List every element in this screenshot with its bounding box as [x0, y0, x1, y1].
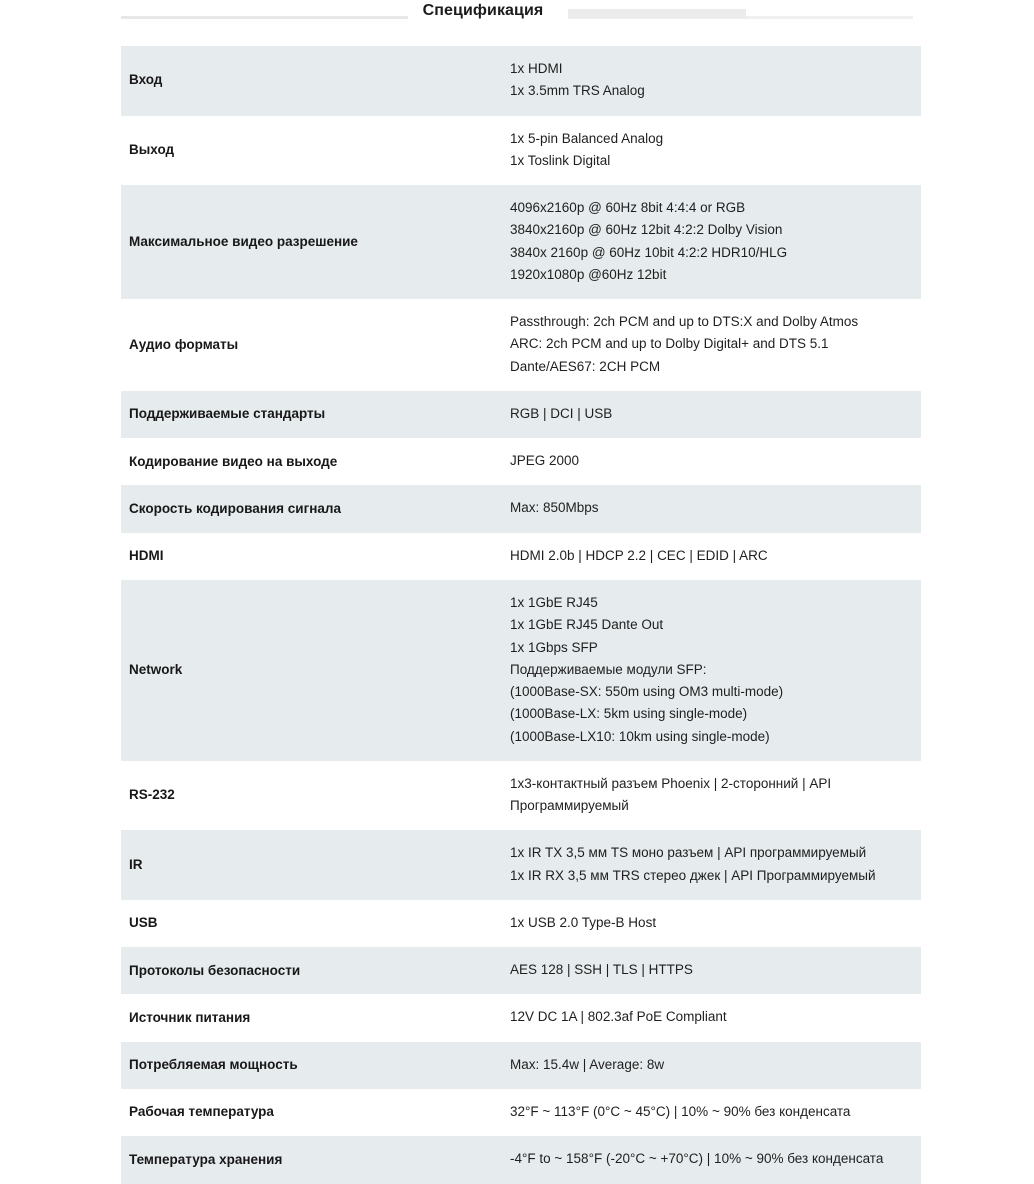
- spec-value-line: Max: 15.4w | Average: 8w: [510, 1056, 665, 1072]
- spec-label: Поддерживаемые стандарты: [129, 406, 326, 422]
- specification-table-body: [121, 46, 921, 1184]
- spec-label: Рабочая температура: [129, 1104, 274, 1120]
- spec-value-line: 1x Toslink Digital: [510, 152, 611, 168]
- spec-value-line: HDMI 2.0b | HDCP 2.2 | CEC | EDID | ARC: [510, 547, 768, 563]
- spec-label: Выход: [129, 142, 175, 158]
- spec-value: [510, 580, 921, 761]
- header-rule-left: [121, 16, 408, 19]
- spec-label: Network: [129, 662, 183, 678]
- table-row: [121, 761, 921, 831]
- spec-label: Источник питания: [129, 1009, 251, 1025]
- spec-label: Потребляемая мощность: [129, 1057, 298, 1073]
- table-row: [121, 299, 921, 391]
- spec-value-line: ARC: 2ch PCM and up to Dolby Digital+ and DTS 5.1: [510, 336, 829, 352]
- spec-value-line: 1x USB 2.0 Type-B Host: [510, 914, 657, 930]
- spec-value: [510, 761, 921, 831]
- page-title: Спецификация: [422, 2, 544, 19]
- spec-label: Аудио форматы: [129, 336, 239, 352]
- spec-value-line: 32°F ~ 113°F (0°C ~ 45°C) | 10% ~ 90% без конденсата: [510, 1103, 851, 1119]
- table-row: [121, 438, 921, 485]
- spec-label: Температура хранения: [129, 1151, 283, 1167]
- spec-label: Протоколы безопасности: [129, 962, 301, 978]
- spec-value-line: 1x 3.5mm TRS Analog: [510, 83, 645, 99]
- spec-value: [510, 485, 921, 532]
- spec-value: [510, 391, 921, 438]
- spec-value-line: 3840x2160p @ 60Hz 12bit 4:2:2 Dolby Vision: [510, 222, 783, 238]
- table-row: [121, 391, 921, 438]
- spec-value: [510, 116, 921, 186]
- spec-value: [510, 533, 921, 580]
- spec-label: Скорость кодирования сигнала: [129, 500, 341, 516]
- spec-value-line: -4°F to ~ 158°F (-20°C ~ +70°C) | 10% ~ 90% без конденсата: [510, 1151, 884, 1167]
- spec-value: [510, 185, 921, 299]
- spec-value: [510, 1042, 921, 1089]
- spec-value: [510, 299, 921, 391]
- spec-label: Вход: [129, 72, 163, 88]
- table-row: [121, 994, 921, 1041]
- spec-value: [510, 900, 921, 947]
- spec-value-line: 1x 5-pin Balanced Analog: [510, 130, 664, 146]
- spec-value-line: Max: 850Mbps: [510, 500, 599, 516]
- spec-header: [0, 0, 1034, 34]
- spec-value-line: 12V DC 1A | 802.3af PoE Compliant: [510, 1009, 727, 1025]
- spec-value: [510, 1136, 921, 1183]
- spec-value-line: 1x3-контактный разъем Phoenix | 2-сторонний | API Программируемый: [510, 775, 832, 814]
- spec-value-line: 1x 1GbE RJ45 Dante Out: [510, 617, 664, 633]
- spec-value-line: 1x 1GbE RJ45: [510, 594, 598, 610]
- spec-value: [510, 947, 921, 994]
- spec-label: IR: [129, 856, 143, 872]
- spec-value-line: RGB | DCI | USB: [510, 405, 613, 421]
- spec-label: HDMI: [129, 548, 164, 564]
- table-row: [121, 46, 921, 116]
- spec-label: RS-232: [129, 787, 175, 803]
- spec-value-line: 1x IR RX 3,5 мм TRS стерео джек | API Программируемый: [510, 867, 876, 883]
- spec-value: [510, 830, 921, 900]
- spec-value-line: 1x 1Gbps SFP: [510, 639, 598, 655]
- table-row: [121, 116, 921, 186]
- header-tab-bar: [568, 9, 746, 18]
- spec-value-line: JPEG 2000: [510, 453, 580, 469]
- spec-value: [510, 994, 921, 1041]
- table-row: [121, 533, 921, 580]
- spec-label: Максимальное видео разрешение: [129, 233, 358, 249]
- table-row: [121, 1136, 921, 1183]
- table-row: [121, 830, 921, 900]
- spec-value-line: 1x HDMI: [510, 61, 563, 76]
- spec-value-line: Passthrough: 2ch PCM and up to DTS:X and Dolby Atmos: [510, 314, 859, 330]
- spec-value-line: 1920x1080p @60Hz 12bit: [510, 266, 667, 282]
- table-row: [121, 580, 921, 761]
- table-row: [121, 485, 921, 532]
- spec-value: [510, 438, 921, 485]
- table-row: [121, 1042, 921, 1089]
- spec-value-line: AES 128 | SSH | TLS | HTTPS: [510, 962, 693, 978]
- spec-value-line: (1000Base-LX: 5km using single-mode): [510, 706, 748, 722]
- spec-value-line: (1000Base-SX: 550m using OM3 multi-mode): [510, 684, 784, 700]
- spec-value-line: 3840x 2160p @ 60Hz 10bit 4:2:2 HDR10/HLG: [510, 244, 788, 260]
- spec-value: [510, 46, 921, 116]
- spec-value-line: (1000Base-LX10: 10km using single-mode): [510, 728, 770, 744]
- spec-value: [510, 1089, 921, 1136]
- table-row: [121, 185, 921, 299]
- spec-value-line: Поддерживаемые модули SFP:: [510, 661, 707, 677]
- specification-table: [121, 46, 921, 1184]
- table-row: [121, 947, 921, 994]
- spec-label: USB: [129, 915, 158, 931]
- spec-value-line: 4096x2160p @ 60Hz 8bit 4:4:4 or RGB: [510, 200, 746, 216]
- spec-value-line: Dante/AES67: 2CH PCM: [510, 358, 661, 374]
- spec-label: Кодирование видео на выходе: [129, 453, 338, 469]
- table-row: [121, 900, 921, 947]
- spec-value-line: 1x IR TX 3,5 мм TS моно разъем | API программируемый: [510, 845, 867, 861]
- table-row: [121, 1089, 921, 1136]
